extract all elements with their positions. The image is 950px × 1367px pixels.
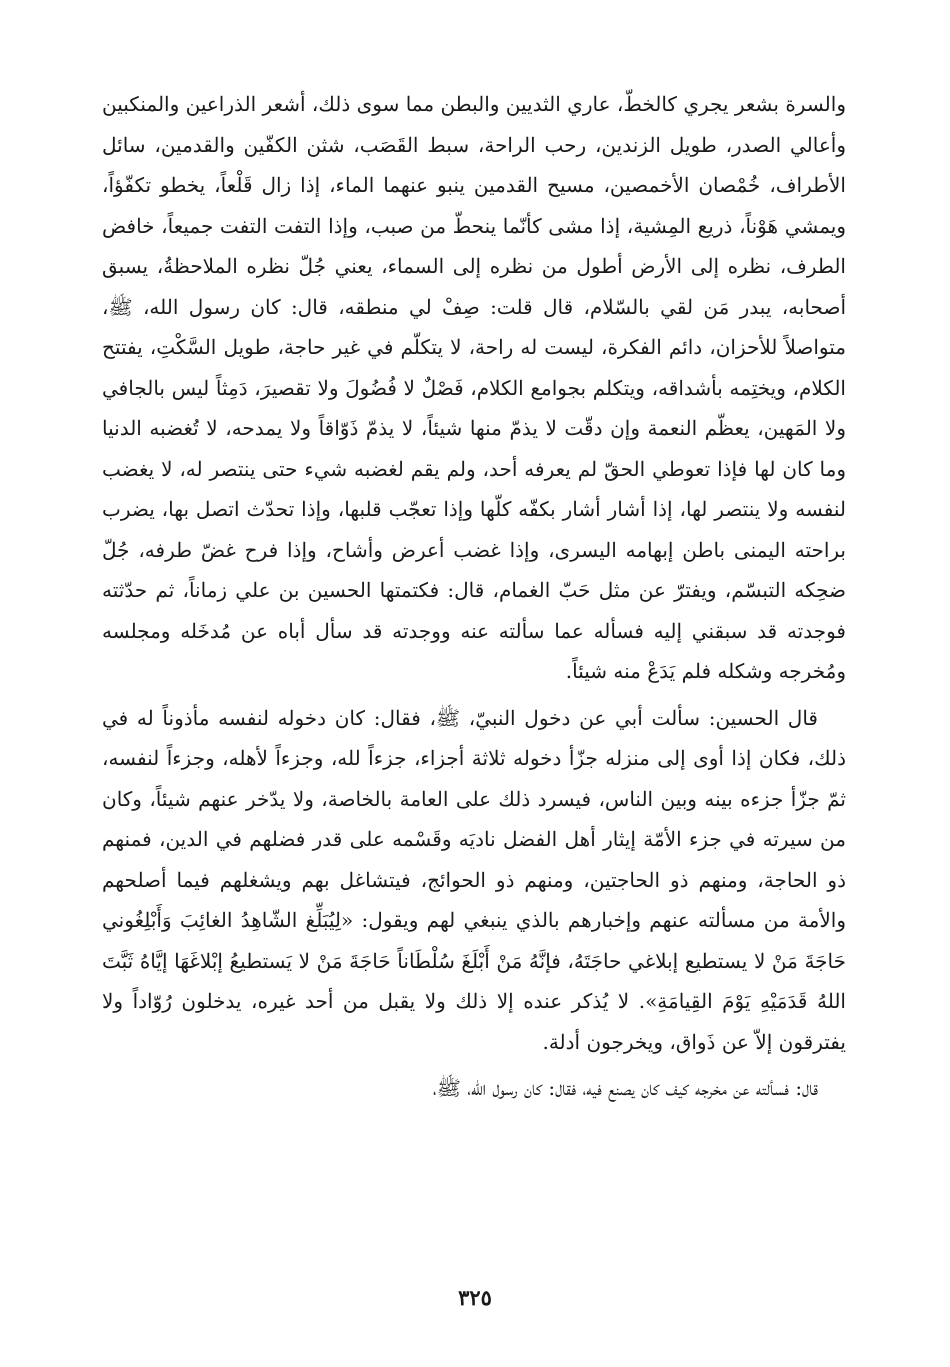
page-body (102, 84, 846, 1109)
paragraph-question: قال: فسألته عن مخرجه كيف كان يصنع فيه، فقال: كان رسول الله، ﷺ، (432, 1076, 818, 1100)
page-number: ٣٢٥ (458, 1285, 492, 1310)
paragraph-al-husayn: قال الحسين: سألت أبي عن دخول النبيّ، ﷺ، فقال: كان دخوله لنفسه مأذوناً له في ذلك، فكان إذا أوى إلى منزله جزّأ دخوله ثلاثة أجزاء، جزءاً لله، وجزءاً لأهله، وجزءاً لنفسه، ثمّ جزّأ جزءه بينه وبين الناس، فيسرد ذلك على العامة بالخاصة، ولا يدّخر عنهم شيئاً، وكان من سيرته في جزء الأمّة إيثار أهل الفضل ناديَه وقَسْمه على قدر فضلهم في الدين، فمنهم ذو الحاجة، ومنهم ذو الحاجتين، ومنهم ذو الحوائج، فيتشاغل بهم ويشغلهم فيما أصلحهم والأمة من مسألته عنهم وإخبارهم بالذي ينبغي لهم ويقول: «لِيُبَلِّغ الشّاهِدُ الغائِبَ وَأَبْلِغُوني حَاجَةَ مَنْ لا يستطيع إبلاغي حاجَتَهُ، فإنَّهُ مَنْ أَبْلَغَ سُلْطَاناً حَاجَةَ مَنْ لا يَستطيعُ إبْلاغَهَا إيَّاهُ ثَبَّتَ اللهُ قَدَمَيْهِ يَوْمَ القِيامَةِ». لا يُذكر عنده إلا ذلك ولا يقبل من أحد غيره، يدخلون رُوّاداً ولا يفترقون إلاّ عن ذَواق، ويخرجون أدلة. (102, 705, 846, 1054)
paragraph-description: والسرة بشعر يجري كالخطّ، عاري الثديين والبطن مما سوى ذلك، أشعر الذراعين والمنكبين وأعالي الصدر، طويل الزندين، رحب الراحة، سبط القَصَب، شثن الكفّين والقدمين، سائل الأطراف، خُمْصان الأخمصين، مسيح القدمين ينبو عنهما الماء، إذا زال قَلْعاً، يخطو تكفّؤاً، ويمشي هَوْناً، ذريع المِشية، إذا مشى كأنّما ينحطّ من صبب، وإذا التفت التفت جميعاً، خافض الطرف، نظره إلى الأرض أطول من نظره إلى السماء، يعني جُلّ نظره الملاحظةُ، يسبق أصحابه، يبدر مَن لقي بالسّلام، قال قلت: صِفْ لي منطقه، قال: كان رسول الله، ﷺ، متواصلاً للأحزان، دائم الفكرة، ليست له راحة، لا يتكلّم في غير حاجة، طويل السَّكْتِ، يفتتح الكلام، ويختِمه بأشداقه، ويتكلم بجوامع الكلام، فَصْلٌ لا فُضُولَ ولا تقصيرَ، دَمِثاً ليس بالجافي ولا المَهين، يعظّم النعمة وإن دقّت لا يذمّ منها شيئاً، لا يذمّ ذَوّاقاً ولا يمدحه، لا تُغضبه الدنيا وما كان لها فإذا تعوطي الحقّ لم يعرفه أحد، ولم يقم لغضبه شيء حتى ينتصر له، لا يغضب لنفسه ولا ينتصر لها، إذا أشار أشار بكفّه كلّها وإذا تعجّب قلبها، وإذا تحدّث اتصل بها، يضرب براحته اليمنى باطن إبهامه اليسرى، وإذا غضب أعرض وأشاح، وإذا فرح غضّ طرفه، جُلّ ضحِكه التبسّم، ويفترّ عن مثل حَبّ الغمام، قال: فكتمتها الحسين بن علي زماناً، ثم حدّثته فوجدته قد سبقني إليه فسأله عما سألته عنه ووجدته قد سأل أباه عن مُدخَله ومجلسه ومُخرجه وشكله فلم يَدَعْ منه شيئاً. (102, 92, 846, 683)
